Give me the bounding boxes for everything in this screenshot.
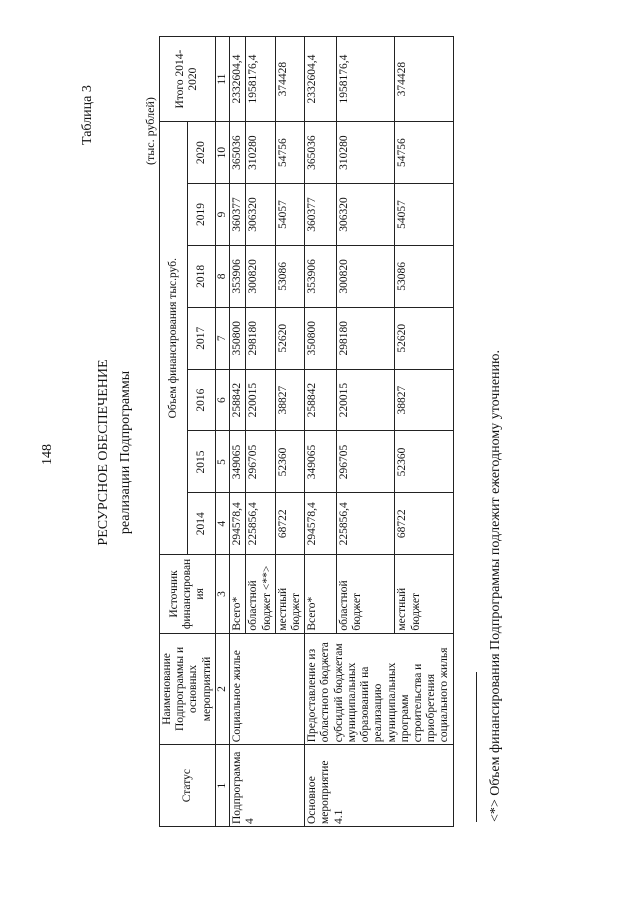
amount-cell: 52360 xyxy=(395,431,453,493)
column-index: 2 xyxy=(215,633,229,745)
column-index: 4 xyxy=(215,493,229,555)
document-title: РЕСУРСНОЕ ОБЕСПЕЧЕНИЕ xyxy=(96,359,111,546)
amount-cell: 306320 xyxy=(337,184,395,246)
header-source: Источник финансирован ия xyxy=(160,555,216,633)
amount-cell: 296705 xyxy=(246,431,275,493)
column-index: 6 xyxy=(215,369,229,431)
footnote: <*> Объем финансирования Подпрограммы подлежит ежегодному уточнению. xyxy=(488,350,503,822)
amount-cell: 54057 xyxy=(275,184,304,246)
amount-cell: 54756 xyxy=(275,122,304,184)
amount-cell: 53086 xyxy=(395,245,453,307)
header-year: 2020 xyxy=(187,122,215,184)
status-cell: Подпрограмма 4 xyxy=(230,745,305,827)
amount-cell: 353906 xyxy=(230,245,246,307)
amount-cell: 365036 xyxy=(305,122,337,184)
amount-cell: 349065 xyxy=(230,431,246,493)
amount-cell: 54756 xyxy=(395,122,453,184)
header-year: 2017 xyxy=(187,307,215,369)
funding-source-cell: Всего* xyxy=(230,555,246,633)
column-index: 8 xyxy=(215,245,229,307)
program-name-cell: Предоставление из областного бюджета субсидий бюджетам муниципальных образований на реализацию муниципальных программ строительства и приобретения социального жилья xyxy=(305,633,453,745)
amount-cell: 360377 xyxy=(230,184,246,246)
table-row xyxy=(230,37,246,827)
column-index-row xyxy=(215,37,229,827)
amount-cell: 52620 xyxy=(275,307,304,369)
amount-cell: 374428 xyxy=(395,37,453,122)
amount-cell: 353906 xyxy=(305,245,337,307)
amount-cell: 53086 xyxy=(275,245,304,307)
resource-table xyxy=(159,36,454,827)
amount-cell: 225856,4 xyxy=(246,493,275,555)
column-index: 3 xyxy=(215,555,229,633)
amount-cell: 349065 xyxy=(305,431,337,493)
column-index: 11 xyxy=(215,37,229,122)
amount-cell: 298180 xyxy=(337,307,395,369)
column-index: 7 xyxy=(215,307,229,369)
amount-cell: 54057 xyxy=(395,184,453,246)
amount-cell: 2332604,4 xyxy=(230,37,246,122)
header-year: 2014 xyxy=(187,493,215,555)
amount-cell: 350800 xyxy=(305,307,337,369)
column-index: 1 xyxy=(215,745,229,827)
footnote-divider xyxy=(476,672,477,822)
header-year: 2015 xyxy=(187,431,215,493)
header-volume-group: Объем финансирования тыс.руб. xyxy=(160,122,188,555)
table-row xyxy=(305,37,337,827)
amount-cell: 2332604,4 xyxy=(305,37,337,122)
amount-cell: 258842 xyxy=(305,369,337,431)
amount-cell: 298180 xyxy=(246,307,275,369)
amount-cell: 258842 xyxy=(230,369,246,431)
column-index: 9 xyxy=(215,184,229,246)
header-year: 2018 xyxy=(187,245,215,307)
amount-cell: 350800 xyxy=(230,307,246,369)
amount-cell: 306320 xyxy=(246,184,275,246)
funding-source-cell: местный бюджет xyxy=(275,555,304,633)
document-subtitle: реализации Подпрограммы xyxy=(118,370,133,535)
column-index: 5 xyxy=(215,431,229,493)
funding-source-cell: местный бюджет xyxy=(395,555,453,633)
units-note: (тыс. рублей) xyxy=(143,97,157,165)
amount-cell: 294578,4 xyxy=(305,493,337,555)
funding-source-cell: областной бюджет xyxy=(337,555,395,633)
header-year: 2016 xyxy=(187,369,215,431)
amount-cell: 365036 xyxy=(230,122,246,184)
amount-cell: 68722 xyxy=(275,493,304,555)
status-cell: Основное мероприятие 4.1 xyxy=(305,745,453,827)
amount-cell: 300820 xyxy=(337,245,395,307)
amount-cell: 294578,4 xyxy=(230,493,246,555)
column-index: 10 xyxy=(215,122,229,184)
amount-cell: 220015 xyxy=(246,369,275,431)
amount-cell: 374428 xyxy=(275,37,304,122)
amount-cell: 52620 xyxy=(395,307,453,369)
amount-cell: 300820 xyxy=(246,245,275,307)
amount-cell: 1958176,4 xyxy=(337,37,395,122)
amount-cell: 310280 xyxy=(337,122,395,184)
header-name: Наименование Подпрограммы и основных мероприятий xyxy=(160,633,216,745)
page-number: 148 xyxy=(40,444,55,465)
amount-cell: 310280 xyxy=(246,122,275,184)
amount-cell: 1958176,4 xyxy=(246,37,275,122)
amount-cell: 225856,4 xyxy=(337,493,395,555)
amount-cell: 38827 xyxy=(395,369,453,431)
table-label: Таблица 3 xyxy=(80,85,95,145)
header-year: 2019 xyxy=(187,184,215,246)
amount-cell: 68722 xyxy=(395,493,453,555)
amount-cell: 296705 xyxy=(337,431,395,493)
amount-cell: 52360 xyxy=(275,431,304,493)
amount-cell: 38827 xyxy=(275,369,304,431)
program-name-cell: Социальное жилье xyxy=(230,633,305,745)
table-body xyxy=(230,37,454,827)
amount-cell: 360377 xyxy=(305,184,337,246)
funding-source-cell: Всего* xyxy=(305,555,337,633)
header-status: Статус xyxy=(160,745,216,827)
funding-source-cell: областной бюджет <**> xyxy=(246,555,275,633)
amount-cell: 220015 xyxy=(337,369,395,431)
header-total: Итого 2014-2020 xyxy=(160,37,216,122)
